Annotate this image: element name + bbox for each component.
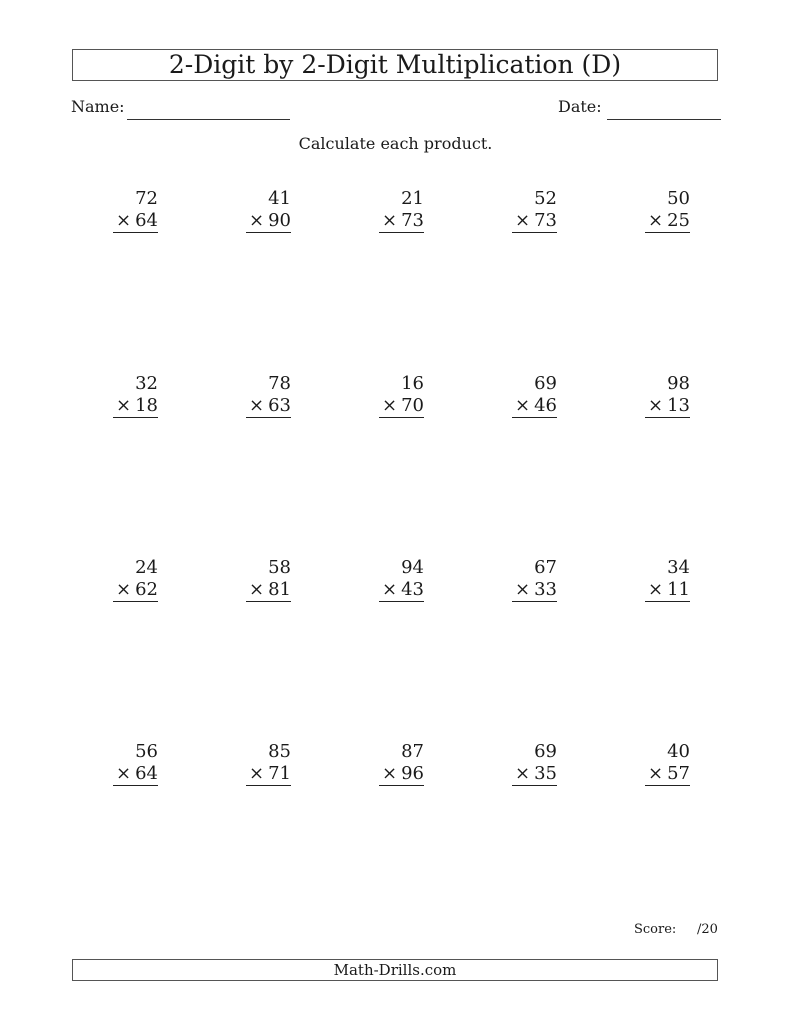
- problem-top-number: 78: [268, 373, 291, 394]
- problem-bottom-number: 90: [268, 210, 291, 231]
- problem-bottom-row: [246, 395, 291, 418]
- times-sign: ×: [382, 579, 398, 600]
- problem-item: [113, 373, 158, 418]
- problem-top-number: 98: [667, 373, 690, 394]
- problem-item: [645, 741, 690, 786]
- problem-bottom-number: 73: [401, 210, 424, 231]
- problem-bottom-number: 46: [534, 395, 557, 416]
- problem-bottom-row: [512, 210, 557, 233]
- problem-bottom-row: [113, 210, 158, 233]
- times-sign: ×: [382, 210, 398, 231]
- problem-top-number: 32: [135, 373, 158, 394]
- problem-bottom-row: [379, 395, 424, 418]
- problem-item: [246, 373, 291, 418]
- name-field-line: [127, 119, 290, 120]
- problem-item: [645, 373, 690, 418]
- problem-bottom-row: [645, 395, 690, 418]
- problem-bottom-number: 13: [667, 395, 690, 416]
- instructions: Calculate each product.: [298, 134, 493, 153]
- times-sign: ×: [515, 210, 531, 231]
- problem-bottom-number: 81: [268, 579, 291, 600]
- problem-top-number: 50: [667, 188, 690, 209]
- problem-bottom-row: [113, 579, 158, 602]
- problem-bottom-row: [512, 395, 557, 418]
- problem-top-number: 24: [135, 557, 158, 578]
- problem-bottom-row: [379, 763, 424, 786]
- problem-bottom-row: [379, 210, 424, 233]
- problem-bottom-number: 71: [268, 763, 291, 784]
- times-sign: ×: [648, 579, 664, 600]
- times-sign: ×: [515, 579, 531, 600]
- problem-top-number: 85: [268, 741, 291, 762]
- problem-item: [379, 188, 424, 233]
- problem-bottom-number: 43: [401, 579, 424, 600]
- problem-item: [645, 557, 690, 602]
- problem-item: [512, 557, 557, 602]
- problem-top-number: 58: [268, 557, 291, 578]
- times-sign: ×: [515, 763, 531, 784]
- worksheet-title: 2-Digit by 2-Digit Multiplication (D): [72, 49, 718, 81]
- problem-top-number: 34: [667, 557, 690, 578]
- problem-item: [379, 373, 424, 418]
- problem-bottom-row: [645, 210, 690, 233]
- problem-bottom-row: [246, 210, 291, 233]
- times-sign: ×: [249, 210, 265, 231]
- score-label: Score:: [634, 922, 677, 937]
- problem-bottom-row: [246, 763, 291, 786]
- problem-top-number: 21: [401, 188, 424, 209]
- problem-bottom-number: 64: [135, 763, 158, 784]
- problem-item: [113, 557, 158, 602]
- times-sign: ×: [382, 763, 398, 784]
- problem-item: [246, 741, 291, 786]
- problem-top-number: 40: [667, 741, 690, 762]
- times-sign: ×: [648, 395, 664, 416]
- times-sign: ×: [249, 579, 265, 600]
- problem-bottom-row: [246, 579, 291, 602]
- problem-bottom-row: [113, 395, 158, 418]
- problem-top-number: 87: [401, 741, 424, 762]
- problem-item: [246, 557, 291, 602]
- times-sign: ×: [648, 763, 664, 784]
- times-sign: ×: [249, 763, 265, 784]
- problem-item: [379, 557, 424, 602]
- times-sign: ×: [116, 763, 132, 784]
- problem-item: [512, 373, 557, 418]
- problem-bottom-row: [113, 763, 158, 786]
- problem-top-number: 94: [401, 557, 424, 578]
- problem-bottom-number: 96: [401, 763, 424, 784]
- date-label: Date:: [558, 97, 602, 116]
- times-sign: ×: [382, 395, 398, 416]
- problem-top-number: 56: [135, 741, 158, 762]
- problem-item: [246, 188, 291, 233]
- times-sign: ×: [116, 210, 132, 231]
- times-sign: ×: [648, 210, 664, 231]
- problem-top-number: 67: [534, 557, 557, 578]
- problem-bottom-number: 25: [667, 210, 690, 231]
- problem-top-number: 69: [534, 741, 557, 762]
- problem-bottom-number: 73: [534, 210, 557, 231]
- problem-bottom-row: [645, 763, 690, 786]
- problem-item: [645, 188, 690, 233]
- problem-bottom-number: 62: [135, 579, 158, 600]
- times-sign: ×: [249, 395, 265, 416]
- times-sign: ×: [116, 579, 132, 600]
- problem-bottom-row: [512, 763, 557, 786]
- problem-bottom-number: 70: [401, 395, 424, 416]
- name-label: Name:: [71, 97, 125, 116]
- problem-bottom-number: 33: [534, 579, 557, 600]
- problem-top-number: 41: [268, 188, 291, 209]
- problem-item: [113, 188, 158, 233]
- problem-top-number: 72: [135, 188, 158, 209]
- problem-bottom-row: [379, 579, 424, 602]
- problem-bottom-number: 11: [667, 579, 690, 600]
- times-sign: ×: [116, 395, 132, 416]
- problem-item: [512, 741, 557, 786]
- score-total: /20: [697, 922, 718, 937]
- problem-bottom-row: [512, 579, 557, 602]
- problem-top-number: 69: [534, 373, 557, 394]
- date-field-line: [607, 119, 721, 120]
- problem-bottom-number: 63: [268, 395, 291, 416]
- problem-item: [512, 188, 557, 233]
- problem-bottom-number: 35: [534, 763, 557, 784]
- footer-credit: Math-Drills.com: [72, 959, 718, 981]
- problem-top-number: 16: [401, 373, 424, 394]
- problem-item: [113, 741, 158, 786]
- problem-bottom-number: 64: [135, 210, 158, 231]
- problem-top-number: 52: [534, 188, 557, 209]
- times-sign: ×: [515, 395, 531, 416]
- problem-item: [379, 741, 424, 786]
- problem-bottom-number: 57: [667, 763, 690, 784]
- problem-bottom-row: [645, 579, 690, 602]
- problem-bottom-number: 18: [135, 395, 158, 416]
